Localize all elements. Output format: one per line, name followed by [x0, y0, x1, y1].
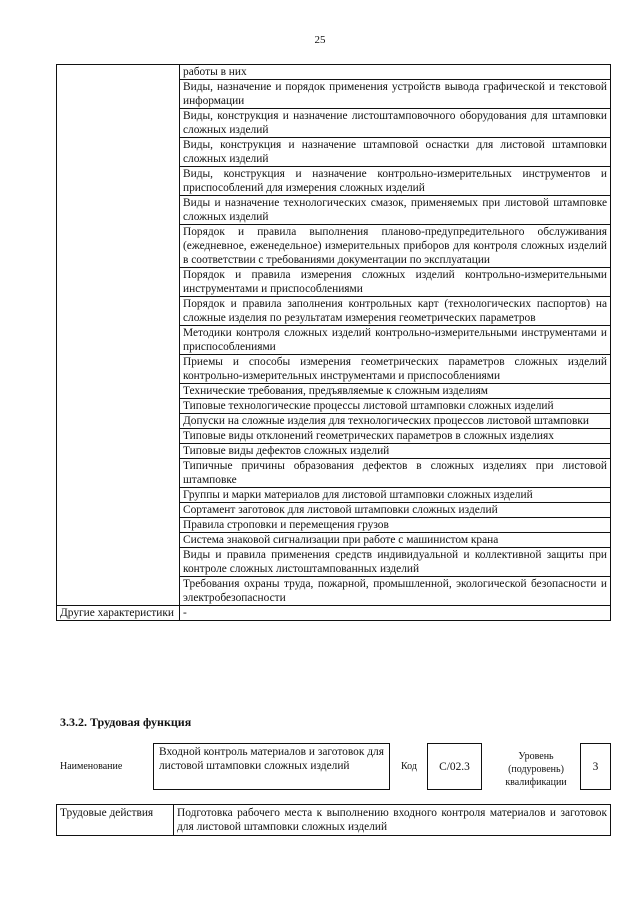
knowledge-item: Порядок и правила заполнения контрольных карт (технологических паспортов) на сложные изделия по результатам измерения геометрических параметров	[180, 297, 611, 326]
table-row	[57, 65, 611, 80]
knowledge-item: Допуски на сложные изделия для технологических процессов листовой штамповки	[180, 414, 611, 429]
function-name-label: Наименование	[60, 761, 123, 772]
knowledge-item: Группы и марки материалов для листовой штамповки сложных изделий	[180, 488, 611, 503]
knowledge-item: Типовые виды отклонений геометрических параметров в сложных изделиях	[180, 429, 611, 444]
knowledge-item: Методики контроля сложных изделий контрольно-измерительными инструментами и приспособлениями	[180, 326, 611, 355]
knowledge-item: Типовые технологические процессы листовой штамповки сложных изделий	[180, 399, 611, 414]
function-name-box: Входной контроль материалов и заготовок для листовой штамповки сложных изделий	[153, 743, 390, 790]
function-code-box: C/02.3	[427, 743, 482, 790]
table-row	[57, 805, 611, 836]
knowledge-item: Виды и назначение технологических смазок, применяемых при листовой штамповке сложных изделий	[180, 196, 611, 225]
labor-actions-value: Подготовка рабочего места к выполнению входного контроля материалов и заготовок для листовой штамповки сложных изделий	[174, 805, 611, 836]
knowledge-item: Виды и правила применения средств индивидуальной и коллективной защиты при контроле сложных листоштампованных изделий	[180, 548, 611, 577]
knowledge-item: Виды, конструкция и назначение контрольно-измерительных инструментов и приспособлений для измерения сложных изделий	[180, 167, 611, 196]
knowledge-item: Система знаковой сигнализации при работе с машинистом крана	[180, 533, 611, 548]
page-number: 25	[314, 34, 326, 46]
knowledge-item: Виды, конструкция и назначение штамповой оснастки для листовой штамповки сложных изделий	[180, 138, 611, 167]
knowledge-label-cell	[57, 65, 180, 606]
knowledge-item: Сортамент заготовок для листовой штамповки сложных изделий	[180, 503, 611, 518]
knowledge-table	[56, 64, 611, 621]
qualification-level-box: 3	[580, 743, 611, 790]
knowledge-item: Порядок и правила выполнения планово-предупредительного обслуживания (ежедневное, еженедельное) измерительных приборов для контроля сложных изделий в соответствии с требованиями документации по эксплуатации	[180, 225, 611, 268]
knowledge-item: Правила строповки и перемещения грузов	[180, 518, 611, 533]
knowledge-item: Технические требования, предъявляемые к сложным изделиям	[180, 384, 611, 399]
other-characteristics-label: Другие характеристики	[57, 606, 180, 621]
knowledge-item: Виды, конструкция и назначение листоштамповочного оборудования для штамповки сложных изделий	[180, 109, 611, 138]
table-row	[57, 606, 611, 621]
labor-actions-table	[56, 804, 611, 836]
section-heading: 3.3.2. Трудовая функция	[60, 715, 192, 729]
knowledge-item: Типичные причины образования дефектов в сложных изделиях при листовой штамповке	[180, 459, 611, 488]
function-code-label: Код	[401, 761, 417, 772]
knowledge-item: Требования охраны труда, пожарной, промышленной, экологической безопасности и электробезопасности	[180, 577, 611, 606]
knowledge-item: Виды, назначение и порядок применения устройств вывода графической и текстовой информации	[180, 80, 611, 109]
qualification-level-label: Уровень (подуровень) квалификации	[505, 751, 567, 788]
knowledge-item: Типовые виды дефектов сложных изделий	[180, 444, 611, 459]
knowledge-item: работы в них	[180, 65, 611, 80]
labor-actions-label: Трудовые действия	[57, 805, 174, 836]
knowledge-item: Приемы и способы измерения геометрических параметров сложных изделий контрольно-измерительных инструментами и приспособлениями	[180, 355, 611, 384]
knowledge-item: Порядок и правила измерения сложных изделий контрольно-измерительными инструментами и приспособлениями	[180, 268, 611, 297]
other-characteristics-value: -	[180, 606, 611, 621]
